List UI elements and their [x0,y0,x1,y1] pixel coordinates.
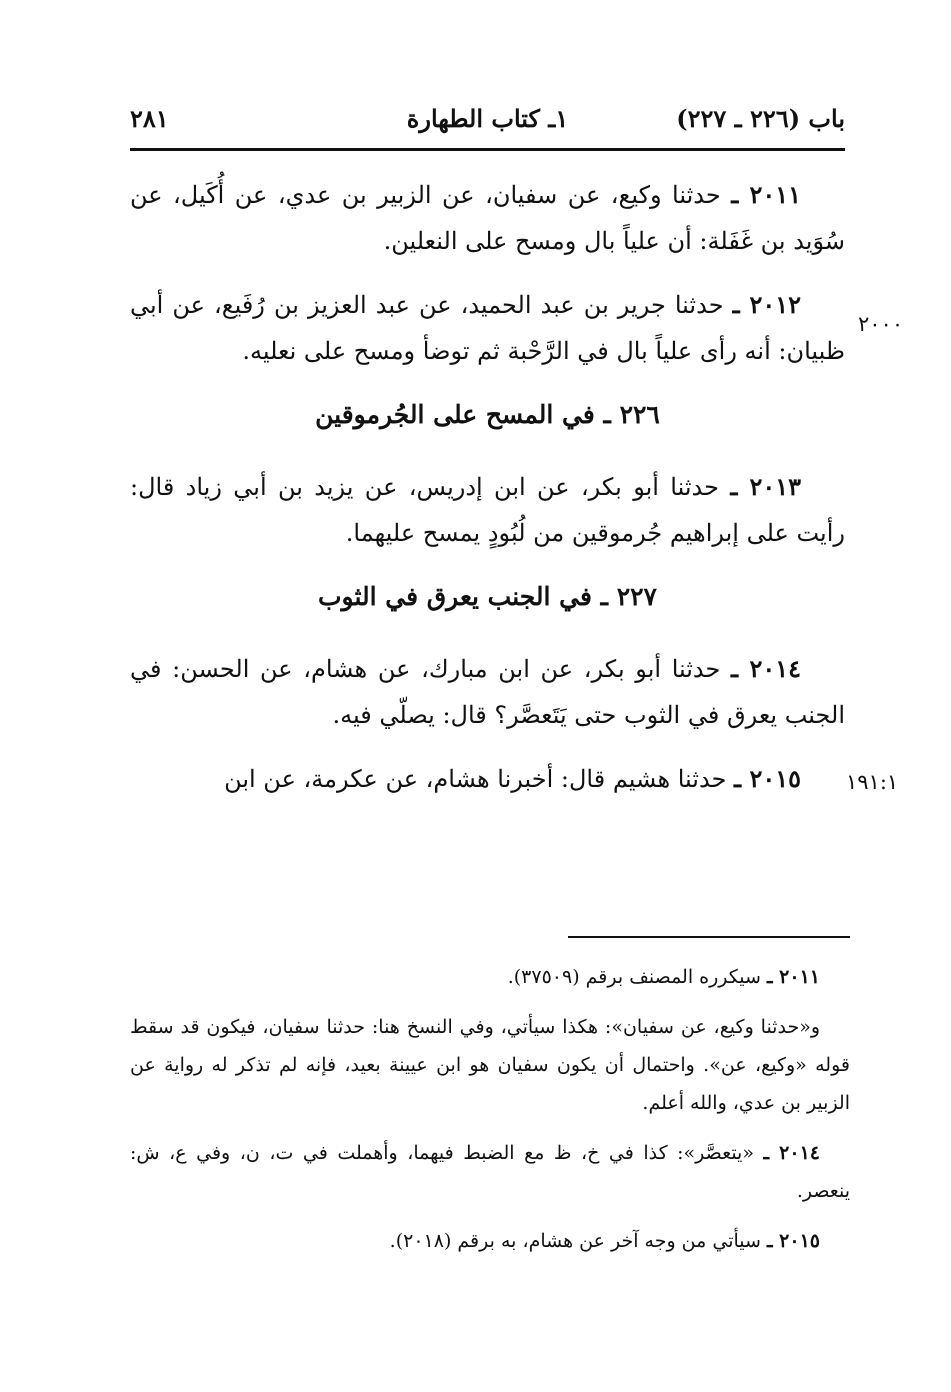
hadith-text: حدثنا أبو بكر، عن ابن مبارك، عن هشام، عن الحسن: في الجنب يعرق في الثوب حتى يَتَعصَّر؟ قال: يصلّي فيه. [130,655,845,729]
hadith-text: حدثنا أبو بكر، عن ابن إدريس، عن يزيد بن أبي زياد قال: رأيت على إبراهيم جُرموقين من لُبُودٍ يمسح عليهما. [130,473,845,547]
hadith-2012 [130,282,845,374]
hadith-2011 [130,172,845,264]
margin-reference-2000: ٢٠٠٠ [858,312,904,336]
hadith-number: ٢٠١٣ ـ [730,472,801,501]
footnote-separator [568,936,850,938]
header-rule [130,148,845,151]
chapter-range: باب (٢٢٦ ـ ٢٢٧) [676,104,845,133]
hadith-text: حدثنا وكيع، عن سفيان، عن الزبير بن عدي، عن أُكَيل، عن سُوَيد بن غَفَلة: أن علياً بال ومسح على النعلين. [130,181,845,255]
footnote-number: ٢٠١٥ ـ [766,1230,820,1252]
hadith-number: ٢٠١٤ ـ [731,654,801,683]
book-title: ١ـ كتاب الطهارة [406,104,569,133]
hadith-text: حدثنا هشيم قال: أخبرنا هشام، عن عكرمة، عن ابن [224,765,727,793]
footnote-text: و«حدثنا وكيع، عن سفيان»: هكذا سيأتي، وفي النسخ هنا: حدثنا سفيان، فيكون قد سقط قوله «وكيع، عن». واحتمال أن يكون سفيان هو ابن عيينة بعيد، فإنه لم تذكر له رواية عن الزبير بن عدي، والله أعلم. [130,1016,850,1114]
page-number: ٢٨١ [130,104,169,133]
footnote-2011 [130,958,850,996]
hadith-2014 [130,646,845,738]
section-title-226: ٢٢٦ ـ في المسح على الجُرموقين [315,400,660,429]
footnote-2014 [130,1134,850,1210]
footnote-number: ٢٠١٤ ـ [763,1142,820,1164]
section-title-227: ٢٢٧ ـ في الجنب يعرق في الثوب [318,582,657,611]
hadith-number: ٢٠١١ ـ [731,180,802,209]
hadith-2015 [130,756,845,802]
hadith-number: ٢٠١٥ ـ [734,764,801,793]
footnotes [130,958,850,1272]
footnote-2011-note [130,1008,850,1122]
footnote-text: سيكرره المصنف برقم (٣٧٥٠٩). [507,966,761,988]
footnote-number: ٢٠١١ ـ [766,966,820,988]
hadith-number: ٢٠١٢ ـ [732,290,801,319]
hadith-2013 [130,464,845,556]
hadith-text: حدثنا جرير بن عبد الحميد، عن عبد العزيز بن رُفَيع، عن أبي ظبيان: أنه رأى علياً بال في الرَّحْبة ثم توضأ ومسح على نعليه. [130,291,845,365]
footnote-2015 [130,1222,850,1260]
footnote-text: سيأتي من وجه آخر عن هشام، به برقم (٢٠١٨). [389,1230,761,1252]
page-header [130,98,845,144]
footnote-text: «يتعصَّر»: كذا في خ، ظ مع الضبط فيهما، وأهملت في ت، ن، وفي ع، ش: ينعصر. [130,1142,850,1202]
margin-reference-191: ١٩١:١ [846,770,899,794]
main-text [130,172,845,820]
